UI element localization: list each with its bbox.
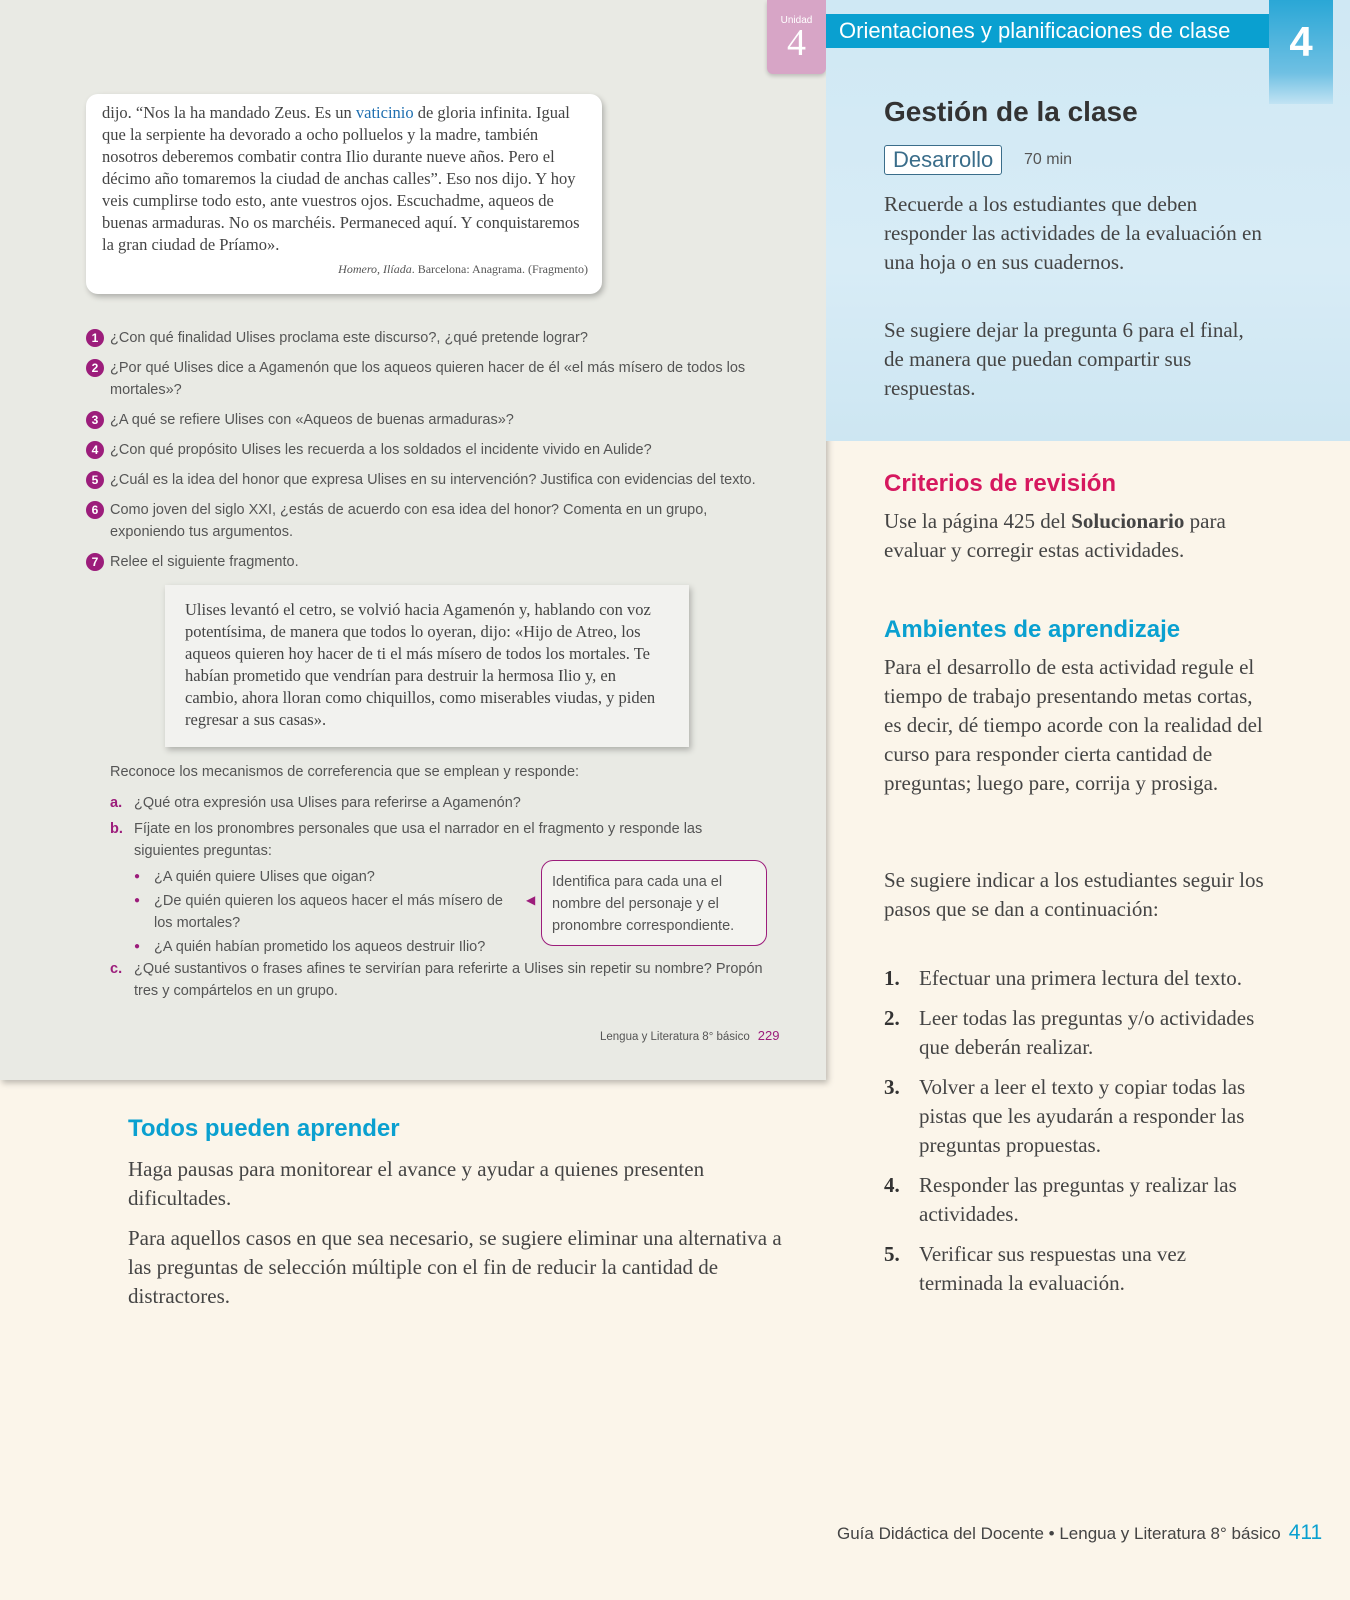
question-number: 5 (86, 471, 104, 489)
todos-paragraph-1: Haga pausas para monitorear el avance y ayudar a quienes presenten dificultades. (128, 1157, 705, 1210)
question-text: ¿Por qué Ulises dice a Agamenón que los aqueos quieren hacer de él «el más mísero de todos los mortales»? (110, 360, 746, 398)
criterios-text-end: para evaluar y corregir estas actividades. (884, 509, 1226, 562)
sub-question-list (110, 792, 730, 866)
gestion-paragraph-2: Se sugiere dejar la pregunta 6 para el final, de manera que puedan compartir sus respuestas. (884, 318, 1244, 400)
source-rest: . Barcelona: Anagrama. (Fragmento) (411, 262, 588, 276)
steps-list (884, 964, 1264, 1309)
question-text: Relee el siguiente fragmento. (110, 554, 299, 570)
question-item (86, 409, 776, 431)
sub-question-text: ¿Qué otra expresión usa Ulises para referirse a Agamenón? (134, 795, 521, 811)
gestion-title: Gestión de la clase (884, 96, 1138, 127)
phase-tag: Desarrollo (884, 145, 1002, 175)
fragment-box (165, 585, 689, 747)
fragment-text: Ulises levantó el cetro, se volvió hacia Agamenón y, hablando con voz potentísima, de manera que todos lo oyeran, dijo: «Hijo de Atreo, los aqueos quieren hoy hacer de ti el más mísero de todos los mortales. Te habían prometido que vendrían para destruir la hermosa Ilio y, en cambio, ahora lloran como chiquillos, como miserables viudas, y piden regresar a sus casas». (185, 600, 656, 729)
student-page-number: 229 (757, 1028, 780, 1043)
hint-box: Identifica para cada una el nombre del personaje y el pronombre correspondiente. (541, 860, 767, 946)
page-number: 411 (1288, 1521, 1323, 1544)
criterios-text-start: Use la página 425 del (884, 509, 1072, 533)
step-item (884, 1240, 1264, 1298)
question-list (86, 327, 776, 581)
quote-box (86, 94, 602, 294)
sub-letter: a. (110, 795, 123, 811)
glossary-term: vaticinio (355, 103, 414, 122)
question-number: 3 (86, 411, 104, 429)
question-text: ¿Con qué finalidad Ulises proclama este discurso?, ¿qué pretende lograr? (110, 330, 588, 346)
step-number: 4. (884, 1173, 900, 1197)
sub-letter: b. (110, 821, 123, 837)
todos-title: Todos pueden aprender (128, 1115, 400, 1142)
header-title: Orientaciones y planificaciones de clase (839, 18, 1231, 43)
unit-tab-label: Unidad (780, 15, 813, 26)
sub-question-b (110, 818, 730, 862)
bullet-item: ● ¿A quién habían prometido los aqueos destruir Ilio? (134, 936, 504, 958)
question-text: ¿Cuál es la idea del honor que expresa Ulises en su intervención? Justifica con evidencias del texto. (110, 472, 756, 488)
bullet-item: ● ¿De quién quieren los aqueos hacer el más mísero de los mortales? (134, 890, 504, 934)
gestion-paragraph-1: Recuerde a los estudiantes que deben responder las actividades de la evaluación en una hoja o en sus cuadernos. (884, 192, 1262, 274)
question-item (86, 439, 776, 461)
student-footer-text: Lengua y Literatura 8° básico (600, 1031, 750, 1043)
student-page (0, 0, 826, 1080)
bullet-list (134, 866, 504, 960)
step-text: Efectuar una primera lectura del texto. (919, 966, 1242, 990)
question-number: 4 (86, 441, 104, 459)
question-number: 6 (86, 501, 104, 519)
question-item (86, 551, 776, 573)
step-text: Volver a leer el texto y copiar todas las pistas que les ayudarán a responder las preguntas propuestas. (919, 1075, 1246, 1157)
step-number: 3. (884, 1075, 900, 1099)
footer-text: Guía Didáctica del Docente • Lengua y Literatura 8° básico (837, 1524, 1281, 1543)
question-number: 7 (86, 553, 104, 571)
quote-text-start: dijo. “Nos la ha mandado Zeus. Es un (102, 103, 356, 122)
quote-text (102, 102, 588, 256)
step-text: Verificar sus respuestas una vez terminada la evaluación. (919, 1242, 1187, 1295)
step-item (884, 1171, 1264, 1229)
question-item (86, 469, 776, 491)
pointer-arrow-icon: ◀ (526, 893, 536, 907)
question-text: ¿Con qué propósito Ulises les recuerda a los soldados el incidente vivido en Aulide? (110, 442, 652, 458)
question-text: Como joven del siglo XXI, ¿estás de acuerdo con esa idea del honor? Comenta en un grupo, exponiendo tus argumentos. (110, 502, 708, 540)
ambientes-paragraph-1: Para el desarrollo de esta actividad regule el tiempo de trabajo presentando metas cortas, es decir, dé tiempo acorde con la realidad del curso para responder cierta cantidad de preguntas; luego pare, corrija y prosiga. (884, 655, 1263, 795)
todos-paragraph-2: Para aquellos casos en que sea necesario, se sugiere eliminar una alternativa a las preguntas de selección múltiple con el fin de reducir la cantidad de distractores. (128, 1226, 782, 1308)
unit-tab (767, 0, 826, 74)
criterios-title: Criterios de revisión (884, 470, 1117, 497)
step-number: 2. (884, 1006, 900, 1030)
step-item (884, 1004, 1264, 1062)
question-item (86, 327, 776, 349)
step-number: 5. (884, 1242, 900, 1266)
sub-question-c (110, 958, 774, 1002)
duration: 70 min (1024, 151, 1073, 168)
source-title: Ilíada (383, 262, 412, 276)
ambientes-title: Ambientes de aprendizaje (884, 616, 1181, 643)
sub-question-a (110, 792, 730, 814)
quote-text-end: de gloria infinita. Igual que la serpiente ha devorado a ocho polluelos y la madre, también nosotros deberemos combatir contra Ilio durante nueve años. Pero el décimo año tomaremos la ciudad de anchas calles”. Eso nos dijo. Y hoy veis cumplirse todo esto, ante vuestros ojos. Escuchadme, aqueos de buenas armaduras. No os marchéis. Permaneced aquí. Y conquistaremos la gran ciudad de Príamo». (102, 103, 580, 254)
step-text: Responder las preguntas y realizar las actividades. (919, 1173, 1237, 1226)
source-author: Homero, (338, 262, 384, 276)
question-item (86, 357, 776, 401)
recognize-intro: Reconoce los mecanismos de correferencia que se emplean y responde: (110, 764, 580, 780)
question-item (86, 499, 776, 543)
question-number: 1 (86, 329, 104, 347)
solucionario-ref: Solucionario (1071, 509, 1185, 533)
sub-letter: c. (110, 961, 123, 977)
criterios-text (884, 507, 1264, 565)
step-item (884, 964, 1264, 993)
step-item (884, 1073, 1264, 1160)
ambientes-paragraph-2: Se sugiere indicar a los estudiantes seguir los pasos que se dan a continuación: (884, 868, 1264, 921)
student-footer (600, 1028, 779, 1043)
question-number: 2 (86, 359, 104, 377)
page-footer (837, 1521, 1322, 1545)
sub-question-text: Fíjate en los pronombres personales que usa el narrador en el fragmento y responde las siguientes preguntas: (134, 821, 703, 859)
bullet-item: ● ¿A quién quiere Ulises que oigan? (134, 866, 504, 888)
sub-question-text: ¿Qué sustantivos o frases afines te servirían para referirte a Ulises sin repetir su nombre? Propón tres y compártelos en un grupo. (134, 961, 763, 999)
step-text: Leer todas las preguntas y/o actividades que deberán realizar. (919, 1006, 1255, 1059)
question-text: ¿A qué se refiere Ulises con «Aqueos de buenas armaduras»? (110, 412, 514, 428)
unit-number: 4 (1289, 18, 1313, 65)
unit-tab-number: 4 (787, 22, 806, 64)
step-number: 1. (884, 966, 900, 990)
quote-source (102, 262, 588, 277)
